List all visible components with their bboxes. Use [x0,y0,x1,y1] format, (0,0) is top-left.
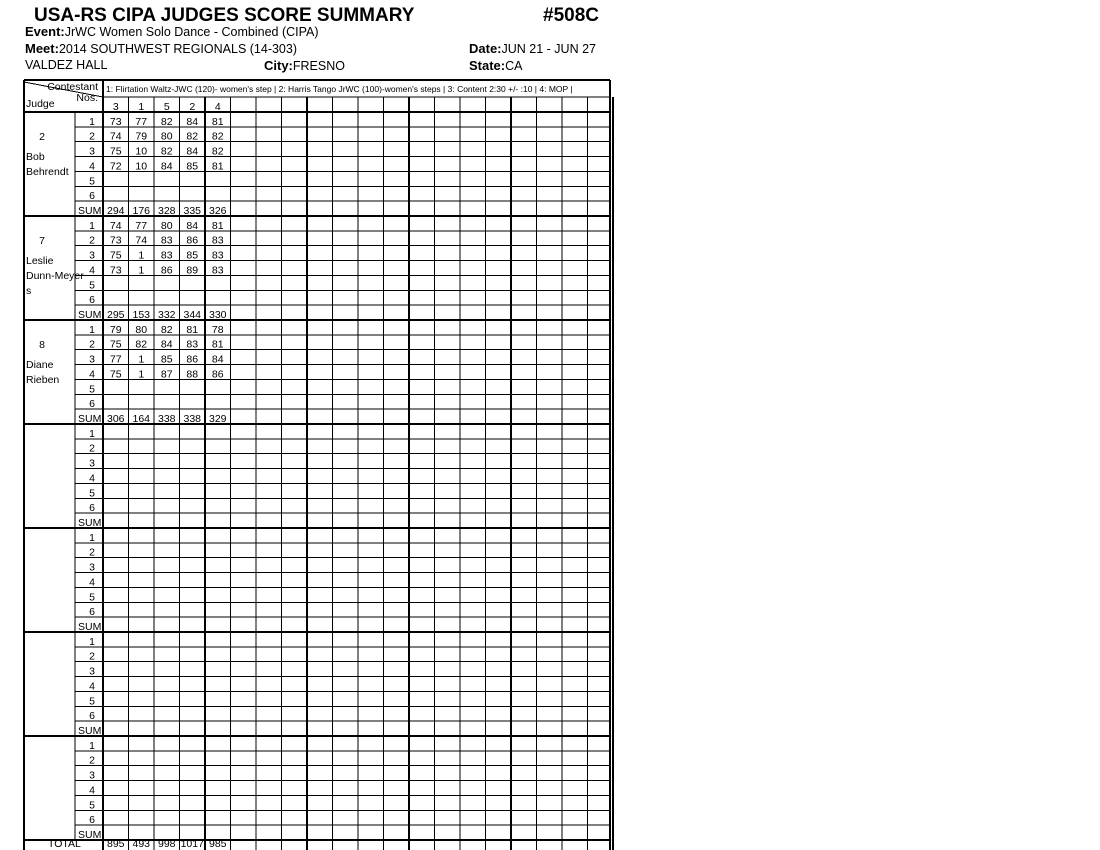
contestant-number: 4 [214,101,221,113]
total-cell: 895 [106,838,125,850]
meet-label: Meet: [25,41,59,56]
city-label: City: [264,58,293,73]
row-number: 4 [89,160,95,173]
score-cell: 74 [135,234,148,247]
row-number: 3 [89,561,95,574]
judge-name: Bob [26,151,45,163]
row-number: 6 [89,710,95,723]
row-number: 4 [89,576,95,589]
score-cell: 86 [160,264,173,277]
row-number: 6 [89,502,95,515]
score-cell: 86 [211,368,224,381]
row-number: 5 [89,175,95,188]
score-cell: 82 [160,145,173,158]
row-number: 5 [89,487,95,500]
score-cell: 83 [186,338,199,351]
row-number: 6 [89,606,95,619]
row-number: 2 [89,130,95,143]
score-cell: 89 [186,264,199,277]
row-number: 1 [89,219,95,232]
sum-label: SUM [78,829,102,841]
sum-cell: 164 [132,413,151,425]
score-cell: 81 [211,115,224,128]
row-number: 4 [89,784,95,797]
sum-cell: 329 [208,413,227,425]
score-cell: 84 [160,338,173,351]
score-cell: 83 [160,234,173,247]
score-cell: 74 [109,130,122,143]
sum-cell: 328 [157,205,176,217]
score-cell: 83 [160,249,173,262]
score-cell: 77 [109,353,122,366]
event-label: Event: [25,24,65,39]
sum-cell: 176 [132,205,151,217]
score-cell: 82 [135,338,148,351]
score-cell: 1 [138,368,145,381]
sum-cell: 344 [183,309,202,321]
contestant-number: 3 [112,101,119,113]
row-number: 5 [89,799,95,812]
score-cell: 75 [109,338,122,351]
row-number: 3 [89,145,95,158]
row-number: 3 [89,249,95,262]
score-cell: 84 [186,219,199,232]
contestant-number: 2 [189,101,196,113]
venue-value: VALDEZ HALL [25,58,108,72]
row-number: 1 [89,635,95,648]
row-number: 6 [89,190,95,203]
sum-cell: 294 [106,205,125,217]
row-number: 5 [89,695,95,708]
score-cell: 80 [160,130,173,143]
sum-label: SUM [78,309,102,321]
score-cell: 79 [135,130,148,143]
score-cell: 84 [186,115,199,128]
score-cell: 81 [211,219,224,232]
judge-name: Behrendt [26,166,69,178]
row-number: 3 [89,665,95,678]
total-label: TOTAL [48,838,81,850]
row-number: 5 [89,591,95,604]
row-number: 6 [89,814,95,827]
row-number: 3 [89,457,95,470]
judge-number: 7 [39,235,45,247]
score-cell: 81 [211,160,224,173]
state-label: State: [469,58,506,73]
row-number: 3 [89,769,95,782]
score-cell: 10 [135,160,148,173]
segment-description: 1: Flirtation Waltz-JWC (120)- women's step | 2: Harris Tango JrWC (100)-women's steps | 3: Content 2:30 +/- :10 | 4: MOP | [106,84,573,94]
score-cell: 84 [211,353,224,366]
row-number: 5 [89,383,95,396]
contestant-number: 5 [163,101,170,113]
score-cell: 83 [211,264,224,277]
sum-cell: 295 [106,309,125,321]
score-cell: 73 [109,264,122,277]
row-number: 3 [89,353,95,366]
score-cell: 81 [186,323,199,336]
score-cell: 84 [160,160,173,173]
score-cell: 82 [186,130,199,143]
score-cell: 82 [211,130,224,143]
judge-name: Dunn-Meyer [26,270,84,282]
corner-judge-label: Judge [26,98,55,110]
total-cell: 1017 [180,838,204,850]
row-number: 1 [89,115,95,128]
score-cell: 81 [211,338,224,351]
score-cell: 75 [109,249,122,262]
sum-cell: 338 [157,413,176,425]
meet-value: 2014 SOUTHWEST REGIONALS (14-303) [58,42,297,56]
score-cell: 85 [186,160,199,173]
score-cell: 75 [109,368,122,381]
sum-label: SUM [78,517,102,529]
score-cell: 77 [135,115,148,128]
score-cell: 84 [186,145,199,158]
sum-label: SUM [78,621,102,633]
sum-label: SUM [78,725,102,737]
corner-nos-label: Nos. [76,92,98,104]
score-cell: 74 [109,219,122,232]
score-cell: 80 [135,323,148,336]
form-number: #508C [543,5,599,26]
row-number: 4 [89,680,95,693]
row-number: 2 [89,650,95,663]
score-cell: 10 [135,145,148,158]
row-number: 1 [89,739,95,752]
score-cell: 82 [211,145,224,158]
score-cell: 83 [211,249,224,262]
state-value: CA [505,59,523,73]
row-number: 6 [89,398,95,411]
judge-number: 8 [39,339,45,351]
score-cell: 86 [186,234,199,247]
sum-cell: 332 [157,309,176,321]
total-cell: 998 [157,838,176,850]
judge-name: Leslie [26,255,54,267]
score-cell: 88 [186,368,199,381]
judge-name: Diane [26,359,54,371]
sum-cell: 335 [183,205,202,217]
row-number: 4 [89,472,95,485]
score-cell: 1 [138,249,145,262]
row-number: 4 [89,264,95,277]
score-cell: 1 [138,353,145,366]
total-cell: 985 [208,838,227,850]
row-number: 1 [89,531,95,544]
row-number: 1 [89,323,95,336]
score-cell: 73 [109,115,122,128]
score-cell: 85 [160,353,173,366]
judge-number: 2 [39,131,45,143]
row-number: 2 [89,442,95,455]
contestant-number: 1 [138,101,145,113]
score-cell: 77 [135,219,148,232]
event-value: JrWC Women Solo Dance - Combined (CIPA) [64,25,319,39]
row-number: 2 [89,234,95,247]
score-cell: 82 [160,323,173,336]
total-cell: 493 [132,838,151,850]
date-value: JUN 21 - JUN 27 [501,42,596,56]
score-cell: 82 [160,115,173,128]
score-cell: 1 [138,264,145,277]
row-number: 6 [89,294,95,307]
judge-name: Rieben [26,374,60,386]
sum-label: SUM [78,205,102,217]
report-title: USA-RS CIPA JUDGES SCORE SUMMARY [34,5,415,26]
row-number: 2 [89,754,95,767]
row-number: 2 [89,338,95,351]
row-number: 2 [89,546,95,559]
score-cell: 85 [186,249,199,262]
sum-cell: 338 [183,413,202,425]
score-cell: 78 [211,323,224,336]
score-cell: 86 [186,353,199,366]
score-cell: 72 [109,160,122,173]
sum-label: SUM [78,413,102,425]
city-value: FRESNO [292,59,345,73]
score-cell: 73 [109,234,122,247]
sum-cell: 330 [208,309,227,321]
row-number: 4 [89,368,95,381]
score-cell: 80 [160,219,173,232]
row-number: 1 [89,427,95,440]
sum-cell: 153 [132,309,151,321]
score-cell: 75 [109,145,122,158]
date-label: Date: [469,41,502,56]
corner-contestant-label: Contestant [47,81,98,93]
sum-cell: 326 [208,205,227,217]
score-cell: 79 [109,323,122,336]
score-cell: 87 [160,368,173,381]
judge-name: s [26,285,32,297]
row-number: 5 [89,279,95,292]
sum-cell: 306 [106,413,125,425]
score-cell: 83 [211,234,224,247]
